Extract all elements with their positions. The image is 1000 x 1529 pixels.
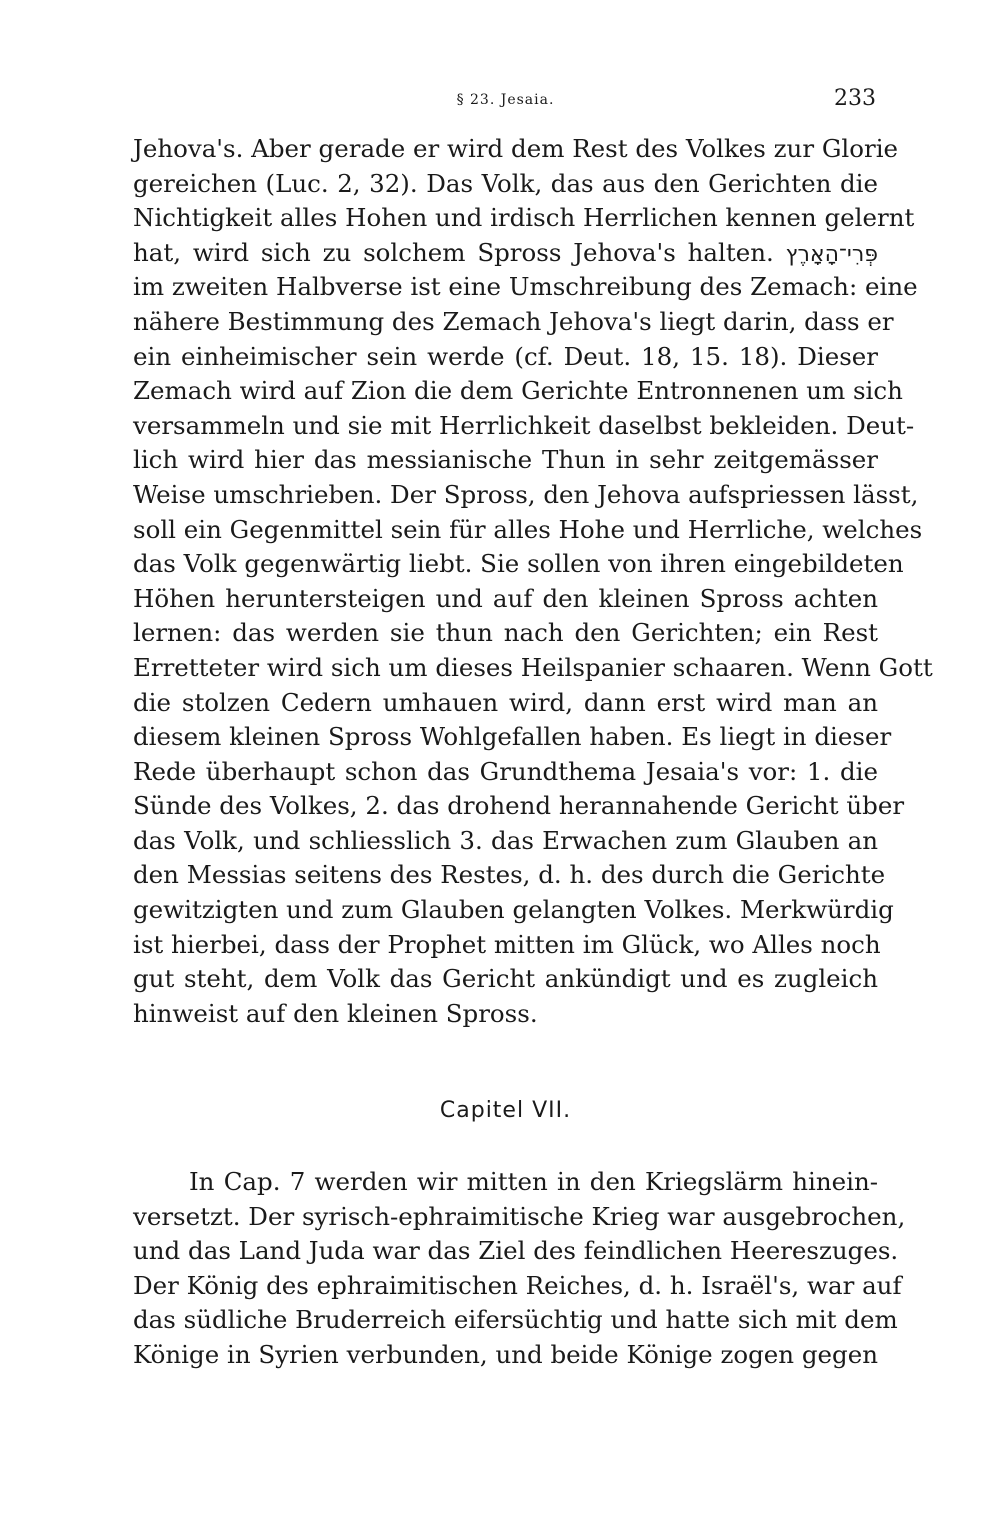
text-line: und das Land Juda war das Ziel des feindlichen Heereszuges. — [133, 1236, 899, 1266]
text-line: gereichen (Luc. 2, 32). Das Volk, das aus den Gerichten die — [133, 168, 878, 198]
text-line: den Messias seitens des Restes, d. h. des durch die Gerichte — [133, 860, 886, 890]
text-line: im zweiten Halbverse ist eine Umschreibung des Zemach: eine — [133, 272, 918, 302]
text-line: lich wird hier das messianische Thun in sehr zeitgemässer — [133, 445, 878, 475]
text-line: ist hierbei, dass der Prophet mitten im Glück, wo Alles noch — [133, 929, 881, 959]
text-line: In Cap. 7 werden wir mitten in den Kriegslärm hinein- — [189, 1167, 878, 1196]
chapter-heading: Capitel VII. — [439, 1098, 572, 1123]
text-line: Jehova's. Aber gerade er wird dem Rest des Volkes zur Glorie — [133, 134, 899, 163]
running-title: § 23. Jesaia. — [456, 92, 555, 108]
text-line: gut steht, dem Volk das Gericht ankündigt und es zugleich — [133, 964, 878, 994]
text-line: hinweist auf den kleinen Spross. — [133, 998, 538, 1028]
text-line: diesem kleinen Spross Wohlgefallen haben. Es liegt in dieser — [133, 722, 892, 752]
hebrew-phrase: פְּרִי־הָאָרֶץ — [785, 241, 878, 267]
text-line: Nichtigkeit alles Hohen und irdisch Herrlichen kennen gelernt — [133, 203, 915, 233]
text-line: Erretteter wird sich um dieses Heilspanier schaaren. Wenn Gott — [133, 652, 933, 682]
text-line: lernen: das werden sie thun nach den Gerichten; ein Rest — [133, 618, 878, 648]
text-line: Könige in Syrien verbunden, und beide Könige zogen gegen — [133, 1339, 879, 1369]
text-line: das Volk, und schliesslich 3. das Erwachen zum Glauben an — [133, 825, 878, 855]
text-line: das südliche Bruderreich eifersüchtig und hatte sich mit dem — [133, 1305, 898, 1335]
text-line-segment: hat, wird sich zu solchem Spross Jehova's halten. — [133, 237, 774, 267]
paragraph-continued — [133, 132, 933, 1031]
text-line: ein einheimischer sein werde (cf. Deut. 18, 15. 18). Dieser — [133, 341, 878, 371]
text-line: Rede überhaupt schon das Grundthema Jesaia's vor: 1. die — [133, 756, 878, 786]
text-line: versetzt. Der syrisch-ephraimitische Krieg war ausgebrochen, — [133, 1201, 906, 1231]
text-line: versammeln und sie mit Herrlichkeit daselbst bekleiden. Deut- — [133, 410, 915, 440]
paragraph-chapter-start — [133, 1165, 906, 1373]
text-line: Sünde des Volkes, 2. das drohend herannahende Gericht über — [133, 791, 905, 821]
running-head — [133, 86, 878, 116]
text-line: Weise umschrieben. Der Spross, den Jehova aufspriessen lässt, — [133, 479, 919, 509]
text-line: das Volk gegenwärtig liebt. Sie sollen von ihren eingebildeten — [133, 549, 904, 579]
text-line-with-hebrew — [133, 236, 878, 271]
page-number: 233 — [834, 86, 876, 111]
text-line: Zemach wird auf Zion die dem Gerichte Entronnenen um sich — [133, 376, 903, 406]
text-line: soll ein Gegenmittel sein für alles Hohe und Herrliche, welches — [133, 514, 923, 544]
text-line: Höhen heruntersteigen und auf den kleinen Spross achten — [133, 583, 878, 613]
text-line: nähere Bestimmung des Zemach Jehova's liegt darin, dass er — [133, 306, 894, 336]
text-line: Der König des ephraimitischen Reiches, d. h. Israël's, war auf — [133, 1270, 902, 1300]
text-line: gewitzigten und zum Glauben gelangten Volkes. Merkwürdig — [133, 895, 894, 925]
text-line: die stolzen Cedern umhauen wird, dann erst wird man an — [133, 687, 878, 717]
